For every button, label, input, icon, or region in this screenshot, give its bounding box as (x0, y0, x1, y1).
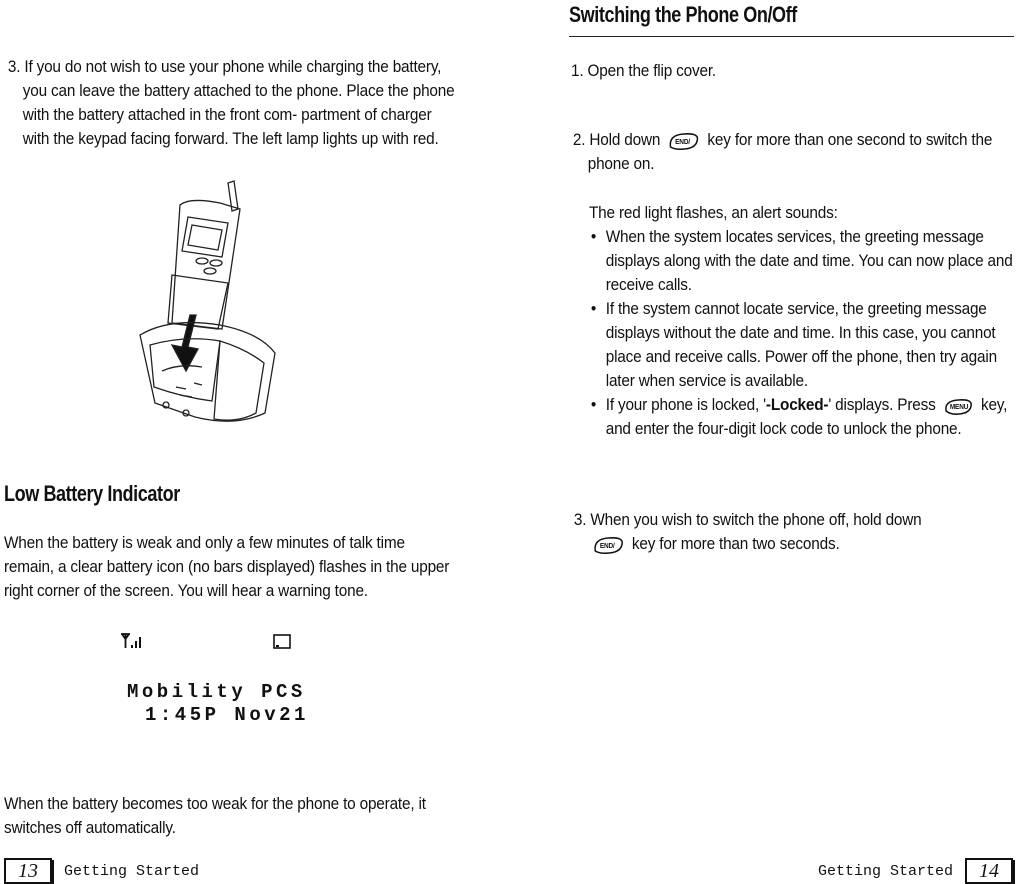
step-3-prefix: 3. When you wish to switch the phone off, hold down (573, 511, 922, 529)
step-2-power-on (571, 128, 1023, 176)
footer-label: Getting Started (64, 862, 200, 880)
charging-step-3: 3. If you do not wish to use your phone while charging the battery, you can leave the battery attached to the phone. Place the phone with the battery attached in the front com- partment of charger with the keypad facing forward. The left lamp lights up with red. (7, 58, 455, 148)
signal-strength-icon (120, 632, 144, 650)
step-3-suffix: key for more than two seconds. (631, 535, 840, 553)
menu-key-icon (943, 397, 973, 415)
empty-battery-icon (273, 634, 291, 650)
locked-text: -Locked- (765, 396, 829, 414)
bullet-no-service: • If the system cannot locate service, the greeting message displays without the date and time. In this case, you cannot place and receive calls. Power off the phone, then try again later when service is available. (589, 297, 1022, 393)
low-battery-description: When the battery is weak and only a few minutes of talk time remain, a clear battery icon (no bars displayed) flashes in the upper right corner of the screen. You will hear a warning tone. (4, 534, 450, 600)
step-2-prefix: 2. Hold down (572, 131, 661, 149)
low-battery-heading: Low Battery Indicator (4, 481, 180, 506)
left-footer (4, 858, 199, 884)
page-number-13: 13 (4, 858, 52, 884)
bullet-service-found: • When the system locates services, the greeting message displays along with the date and time. You can now place and receive calls. (589, 225, 1022, 297)
bullet-locked (589, 393, 1022, 441)
right-page (560, 0, 1020, 882)
step-2-suffix: key for more than one second to switch the phone on. (587, 131, 993, 173)
screen-greeting: Mobility PCS (127, 681, 306, 703)
svg-text:MENU: MENU (949, 403, 969, 411)
locked-suffix: key, and enter the four-digit lock code to unlock the phone. (605, 396, 1008, 438)
power-on-outcomes (589, 225, 1022, 441)
screen-datetime: 1:45P Nov21 (145, 704, 309, 726)
switching-heading: Switching the Phone On/Off (569, 2, 797, 27)
locked-prefix: If your phone is locked, ' (605, 396, 766, 414)
left-page (0, 0, 470, 882)
step-3-power-off (572, 508, 1023, 556)
auto-shutoff-note: When the battery becomes too weak for the phone to operate, it switches off automatically. (4, 795, 426, 837)
step-1-open-cover: 1. Open the flip cover. (571, 62, 717, 80)
phone-charger-illustration (110, 175, 290, 445)
red-light-note: The red light flashes, an alert sounds: (589, 204, 838, 222)
end-power-key-icon (668, 131, 700, 151)
page-number-14: 14 (965, 858, 1013, 884)
footer-label: Getting Started (818, 862, 954, 880)
heading-rule (569, 36, 1014, 37)
svg-text:END/: END/ (675, 138, 691, 146)
end-power-key-icon (592, 535, 624, 555)
right-footer (818, 858, 1013, 884)
svg-text:END/: END/ (599, 542, 615, 550)
locked-mid: ' displays. Press (828, 396, 936, 414)
